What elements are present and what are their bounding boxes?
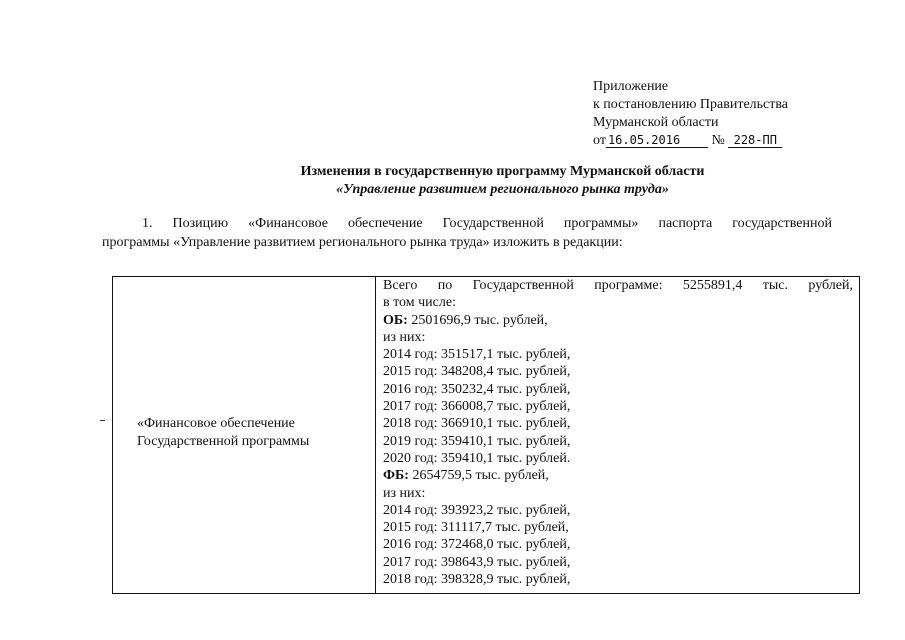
fb-total <box>383 467 853 484</box>
fb-label: ФБ: <box>383 468 409 484</box>
number-label: № <box>711 133 725 148</box>
position-name-line-1: «Финансовое обеспечение <box>137 416 295 431</box>
ob-year-row: 2019 год: 359410,1 тыс. рублей, <box>383 433 571 449</box>
position-name-line-2: Государственной программы <box>137 434 310 449</box>
appendix-header <box>593 78 788 150</box>
intro-line-2: программы «Управление развитием регионального рынка труда» изложить в редакции: <box>102 235 623 250</box>
scan-mark <box>100 420 105 421</box>
ob-year-row: 2016 год: 350232,4 тыс. рублей, <box>383 381 571 397</box>
table-row <box>113 277 860 594</box>
appendix-line-3: Мурманской области <box>593 115 719 130</box>
appendix-line-1: Приложение <box>593 79 669 94</box>
ob-of-them: из них: <box>383 329 426 345</box>
resolution-date: 16.05.2016 <box>606 133 708 148</box>
fb-year-row: 2015 год: 311117,7 тыс. рублей, <box>383 520 569 536</box>
ob-year-row: 2018 год: 366910,1 тыс. рублей, <box>383 416 571 432</box>
ob-year-row: 2015 год: 348208,4 тыс. рублей, <box>383 364 571 380</box>
position-name <box>137 415 309 451</box>
fb-year-row: 2014 год: 393923,2 тыс. рублей, <box>383 502 571 518</box>
funding-details-cell <box>376 277 860 594</box>
from-label: от <box>593 133 606 148</box>
title-line-1: Изменения в государственную программу Мурманской области <box>300 164 705 179</box>
resolution-number: 228-ПП <box>728 133 782 148</box>
ob-year-row: 2017 год: 366008,7 тыс. рублей, <box>383 399 571 415</box>
document-title <box>0 163 905 199</box>
fb-year-row: 2017 год: 398643,9 тыс. рублей, <box>383 554 571 570</box>
funding-table <box>112 276 860 594</box>
ob-value: 2501696,9 тыс. рублей, <box>407 312 548 328</box>
ob-year-row: 2014 год: 351517,1 тыс. рублей, <box>383 347 571 363</box>
appendix-line-2: к постановлению Правительства <box>593 97 789 112</box>
fb-value: 2654759,5 тыс. рублей, <box>408 468 549 484</box>
total-funding: Всего по Государственной программе: 5255891,4 тыс. рублей, <box>383 278 853 293</box>
intro-paragraph <box>102 214 832 252</box>
fb-year-row: 2018 год: 398328,9 тыс. рублей, <box>383 572 571 588</box>
ob-year-row: 2020 год: 359410,1 тыс. рублей. <box>383 450 571 466</box>
ob-total <box>383 312 853 329</box>
title-line-2: «Управление развитием регионального рынка труда» <box>336 182 669 197</box>
ob-label: ОБ: <box>383 312 408 328</box>
fb-of-them: из них: <box>383 485 426 501</box>
resolution-reference <box>593 132 788 150</box>
intro-line-1: 1. Позицию «Финансовое обеспечение Государственной программы» паспорта государственной <box>142 216 832 231</box>
fb-year-row: 2016 год: 372468,0 тыс. рублей, <box>383 537 571 553</box>
including-label: в том числе: <box>383 295 456 311</box>
position-name-cell <box>113 277 376 594</box>
